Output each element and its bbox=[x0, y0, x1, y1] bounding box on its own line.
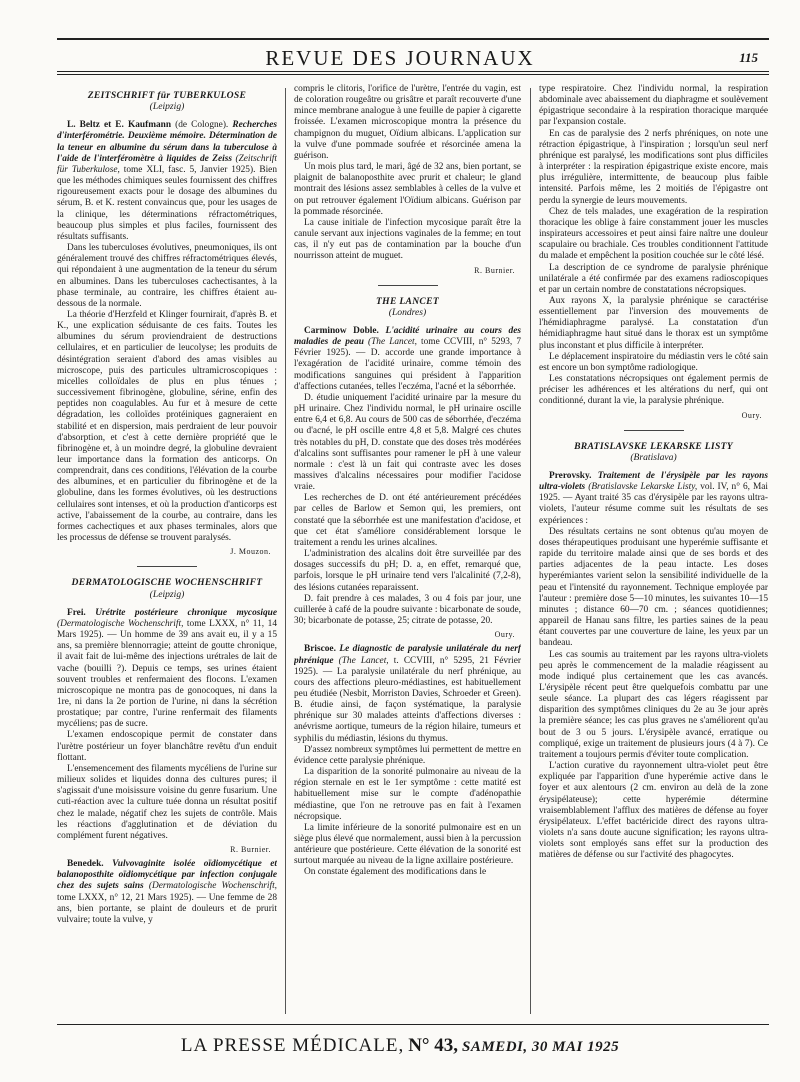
article-source: (The Lancet, bbox=[363, 337, 417, 348]
journal-heading: ZEITSCHRIFT für TUBERKULOSE bbox=[87, 90, 247, 101]
footer-rule bbox=[57, 1024, 769, 1025]
article-title: Vulvovaginite isolée oïdiomycétique et balanoposthite oïdiomycétique par infection conjugale chez des sujets sains bbox=[57, 859, 277, 892]
journal-heading: BRATISLAVSKE LEKARSKE LISTY bbox=[574, 440, 733, 452]
article-title: L'acidité urinaire au cours des maladies de peau bbox=[294, 325, 521, 348]
page-title: REVUE DES JOURNAUX bbox=[265, 46, 535, 70]
column-right bbox=[539, 84, 768, 1018]
paragraph: D'assez nombreux symptômes lui permettent de mettre en évidence cette paralysie phrénique. bbox=[294, 744, 521, 766]
column-divider bbox=[285, 88, 286, 1014]
article-author-rest bbox=[86, 608, 96, 618]
paragraph: On constate également des modifications dans le bbox=[304, 867, 487, 878]
paragraph: La théorie d'Herzfeld et Klinger fournirait, d'après B. et K., une explication séduisante de ces faits. Toutes les albumines du sérum proviendraient de destructions cellulaires, et en particulier de leucolyse; les produits de désintégration seraient d'abord des amas visibles au microscope, puis des particules ultramicroscopiques : micelles colloïdales de plus en plus ténues ; successivement fibrinogène, globuline, sérine, enfin des peptides non coagulables. Au fur et à mesure de cette dégradation, les colloïdes protéiniques gagneraient en stabilité et en dispersion, mais perdraient de leur pouvoir d'absorption, et c'est à cette dernière propriété que le fibrinogène et, à un moindre degré, la globuline devraient leur importance dans la formation des anticorps. On comprendrait, dans ces conditions, l'élévation de la courbe des albumines, et en particulier du fibrinogène et de la globuline, dans les formes évolutives, où les destructions cellulaires sont intenses, et où la production d'anticorps est active, l'abaissement de la courbe, au contraire, dans les formes cachectiques et aux phases terminales, alors que les processus de défense se trouvent paralysés. bbox=[57, 309, 277, 544]
top-rule bbox=[57, 38, 769, 40]
paragraph: Un mois plus tard, le mari, âgé de 32 ans, bien portant, se plaignit de balanoposthite avec prurit et chaleur; le gland montrait des lésions assez semblables à celles de la vulve et on put retrouver également l'Oïdium albicans. Guérison par la pommade résorcinée. bbox=[294, 162, 521, 217]
page-footer bbox=[0, 1035, 800, 1057]
article-title: Recherches d'interférométrie. Deuxième mémoire. Détermination de la teneur en albumine du sérum dans la tuberculose à l'aide de l'interféromètre à liquides de Zeiss bbox=[57, 120, 277, 164]
article-signature: Oury. bbox=[741, 410, 762, 420]
article-signature: Oury. bbox=[494, 630, 515, 640]
paragraph: Chez de tels malades, une exagération de la respiration thoracique les oblige à faire constamment jouer les muscles inspirateurs accessoires et peut ainsi faire naître une douleur scapulaire ou brachiale. Ces troubles conditionnent l'attitude du malade et empêchent la position couchée sur le côté lésé. bbox=[539, 206, 768, 262]
paragraph: Les constatations nécropsiques ont également permis de préciser les adhérences et les altérations du nerf, qui ont conditionné, durant la vie, la paralysie phrénique. bbox=[539, 374, 768, 407]
article-entry bbox=[294, 644, 521, 744]
paragraph: L'examen endoscopique permit de constater dans l'urètre postérieur un foyer blanchâtre revêtu d'un enduit flottant. bbox=[57, 730, 277, 763]
article-author-rest: (de Cologne). bbox=[171, 120, 233, 131]
article-body: tome LXXX, n° 11, 14 Mars 1925). — Un homme de 39 ans avait eu, il y a 15 ans, sa première blennorragie; atteint de goutte chronique, il avait fait de lui-même des injections urétrales de lait de vache (bouilli ?). Depuis ce temps, ses urines étaient souvent troubles et renfermaient des flocons. L'examen microscopique ne montra pas de gonocoques, ni dans la 1re, ni dans la 2e portion de l'urine, ni dans la sécrétion prostatique; par contre, l'urine renfermait des filaments mycéliens; pas de sucre. bbox=[57, 618, 277, 730]
article-source: (Dermatologische Wochenschrift, bbox=[57, 618, 184, 629]
article-author: L. Beltz et E. Kaufmann bbox=[67, 120, 172, 131]
article-title: Urétrite postérieure chronique mycosique bbox=[95, 607, 277, 618]
paragraph-continued: type respiratoire. Chez l'individu normal, la respiration abdominale avec abaissement du diaphragme et soulèvement épigastrique secondaire à la respiration thoracique marquée par l'expansion costale. bbox=[539, 84, 768, 128]
paragraph: En cas de paralysie des 2 nerfs phréniques, on note une rétraction épigastrique, à l'inspiration ; lorsqu'un seul nerf phrénique est paralysé, les modifications sont plus difficiles à interpréter : la respiration épigastrique existe encore, mais plus irrégulière, intermittente, de beaucoup plus faible intensité. Parfois même, les 2 moitiés de l'épigastre ont perdu la synergie de leurs mouvements. bbox=[539, 128, 768, 206]
paragraph: Des résultats certains ne sont obtenus qu'au moyen de doses thérapeutiques produisant une hyperémie suffisante et rapide du territoire malade ainsi que de ses bords et des parties adjacentes de la peau intacte. Les doses hyperémiantes varient selon la sensibilité individuelle de la peau et l'intensité du rayonnement. Technique employée par l'auteur : première dose 5—10 minutes, les suivantes 10—15 minutes ; distance 60—70 cm. ; séances quotidiennes; appareil de Hanau sans filtre, les parties saines de la peau étant couvertes par une couverture de laine, les yeux par un bandeau. bbox=[539, 526, 768, 649]
article-body: tome LXXX, n° 12, 21 Mars 1925). — Une femme de 28 ans, bien portante, se plaint de douleurs et de prurit vulvaire; toute la vulve, y bbox=[57, 892, 277, 925]
article-author-rest bbox=[104, 859, 112, 869]
paragraph: Les recherches de D. ont été antérieurement précédées par celles de Barlow et Semon qui, les premiers, ont constaté que la séborrhée est une manifestation d'acidose, et que cet état s'améliore considérablement lorsque le traitement a rendu les urines alcalines. bbox=[294, 493, 521, 548]
article-author: Briscoe. bbox=[304, 644, 336, 655]
article-body: vol. IV, n° 6, Mai 1925. — Ayant traité 35 cas d'érysipèle par les rayons ultra-violets, l'auteur résume comme suit les résultats de ses expériences : bbox=[539, 482, 768, 526]
article-entry bbox=[539, 471, 768, 527]
article-entry bbox=[57, 859, 277, 926]
paragraph: Aux rayons X, la paralysie phrénique se caractérise essentiellement par l'inversion des mouvements de l'hémidiaphragme paralysé. La constatation d'un hémidiaphragme haut situé dans le thorax est un symptôme plus inconstant et plus difficile à interpréter. bbox=[539, 295, 768, 351]
section-separator bbox=[378, 285, 438, 286]
footer-journal: LA PRESSE MÉDICALE, bbox=[180, 1035, 405, 1056]
journal-heading: DERMATOLOGISCHE WOCHENSCHRIFT bbox=[71, 577, 263, 589]
article-author: Benedek. bbox=[67, 859, 104, 870]
paragraph: Dans les tuberculoses évolutives, pneumoniques, ils ont généralement trouvé des chiffres réfractométriques élevés, qui répondaient à une augmentation de la teneur du sérum en albumines. Dans les tuberculoses cachectisantes, à la phase terminale, au contraire, les chiffres étaient au-dessous de la normale. bbox=[57, 243, 277, 309]
article-title: Traitement de l'érysipèle par les rayons ultra-violets bbox=[539, 471, 768, 493]
article-author: Prerovsky. bbox=[549, 471, 592, 481]
article-body: tome CCVIII, n° 5293, 7 Février 1925). — D. accorde une grande importance à l'exagération de l'acidité urinaire, comme témoin des modifications sanguines qui président à l'apparition d'affections cutanées, telles l'eczéma, l'acné et la séborrhée. bbox=[294, 337, 521, 392]
article-author: Frei. bbox=[67, 607, 86, 618]
section-separator bbox=[137, 566, 197, 567]
article-author-rest bbox=[379, 326, 386, 336]
paragraph: D. fait prendre à ces malades, 3 ou 4 fois par jour, une cuillerée à café de la poudre suivante : bicarbonate de soude, 30; bicarbonate de potasse, 25; citrate de potasse, 20. bbox=[294, 593, 521, 627]
column-left bbox=[57, 84, 277, 1018]
section-separator bbox=[624, 430, 684, 431]
paragraph: L'ensemencement des filaments mycéliens de l'urine sur milieux solides et liquides donna des cultures pures; il s'agissait d'une moisissure voisine du genre fusarium. Une cuti-réaction avec la culture tuée donna un résultat positif chez le malade, négatif chez les sujets de contrôle. Mais les réactions d'agglutination et de déviation du complément furent négatives. bbox=[57, 763, 277, 841]
header-rule bbox=[57, 71, 769, 72]
paragraph: La disparition de la sonorité pulmonaire au niveau de la région sternale en est le 1er symptôme : cette matité est habituellement mise sur le compte d'adénopathie médiastine, que l'on ne retrouve pas en fait à l'examen nécropsique. bbox=[294, 767, 521, 822]
article-entry bbox=[57, 120, 277, 243]
article-body: tome XLI, fasc. 5, Janvier 1925). Bien que les méthodes chimiques seules fournissent des chiffres rigoureusement exacts pour le dosage des albumines du sérum, B. et K. restent convaincus que, pour les usages de la clinique, les déterminations réfractométriques, beaucoup plus simples et plus faciles, fournissent des résultats suffisants. bbox=[57, 164, 277, 242]
article-title: Le diagnostic de paralysie unilatérale du nerf phrénique bbox=[294, 644, 521, 666]
journal-city: (Bratislava) bbox=[630, 451, 677, 463]
paragraph: Le déplacement inspiratoire du médiastin vers le côté sain est encore un bon symptôme radiologique. bbox=[539, 351, 768, 373]
paragraph: L'action curative du rayonnement ultra-violet peut être expliquée par l'apparition d'une hyperémie active dans le foyer et aux alentours (2 cm. environ au delà de la zone érysipélateuse); cette hyperémie détermine vraisemblablement l'afflux des matières de défense au foyer érysipélateux. L'effet bactéricide direct des rayons ultra-violets n'a sans doute aucune signification; les rayons ultra-violets sont employés sans effet sur la production des matières de défense ou sur l'activité des phagocytes. bbox=[539, 761, 768, 861]
paragraph: Les cas soumis au traitement par les rayons ultra-violets peu après le commencement de la maladie réagissent au mode indiqué plus certainement que les cas avancés. L'érysipèle récent peut être quelquefois combattu par une seule séance. La plupart des cas légers réagissent par disparition des symptômes cliniques du 2e au 3e jour après la première séance; les cas plus graves ne s'améliorent qu'au bout de 3 ou 5 jours. L'érysipèle avancé, erratique ou compliqué, exige un traitement de plusieurs jours (4 à 7). Ce traitement a toujours permis d'éviter toute complication. bbox=[539, 649, 768, 760]
footer-issue: N° 43, bbox=[408, 1035, 459, 1056]
paragraph: L'administration des alcalins doit être surveillée par des dosages successifs du pH; D. a, en effet, remarqué que, parfois, lorsque le pH urinaire tend vers l'alcalinité (7,2-8), des lésions cutanées reparaissent. bbox=[294, 549, 521, 593]
article-source: (Zeitschrift für Tuberkulose, bbox=[57, 153, 277, 175]
article-signature: R. Burnier. bbox=[230, 845, 271, 854]
article-signature: J. Mouzon. bbox=[230, 547, 271, 557]
journal-heading: THE LANCET bbox=[376, 295, 439, 307]
article-body: t. CCVIII, n° 5295, 21 Février 1925). — La paralysie unilatérale du nerf phrénique, au cours des affections pleuro-médiastines, est habituellement peu étudiée (Nesbit, Morriston Davies, Schroeder et Green). B. étudie ainsi, de façon systématique, la paralysie phrénique sur 30 malades atteints d'affections diverses : anévrisme aortique, tumeurs de la région hilaire, tumeurs et syphilis du médiastin, lésions du thymus. bbox=[294, 655, 521, 744]
paragraph: La limite inférieure de la sonorité pulmonaire est en un siège plus élevé que normalement, aussi bien à la percussion antérieure que postérieure. Cette élévation de la sonorité est surtout marquée au niveau de la ligne axillaire postérieure. bbox=[294, 822, 521, 867]
page-number: 115 bbox=[739, 50, 758, 65]
journal-city: (Londres) bbox=[388, 306, 427, 318]
article-signature: R. Burnier. bbox=[474, 265, 515, 275]
column-divider bbox=[530, 88, 531, 1014]
paragraph: D. étudie uniquement l'acidité urinaire par la mesure du pH urinaire. Chez l'individu normal, le pH urinaire oscille entre 6,4 et 6,8. Au cours de 500 cas de séborrhée, d'eczéma ou d'acné, le pH oscille entre 4,8 et 5,8. Malgré ces chutes très notables du pH, D. constate que des doses très modérées d'alcalins sont suffisantes pour ramener le pH à une valeur normale : c'est là un fait qui contraste avec les doses massives d'alcalins nécessaires pour modifier l'acidose vraie. bbox=[294, 392, 521, 493]
article-source: (The Lancet, bbox=[333, 655, 389, 666]
article-author: Carminow Doble. bbox=[304, 325, 379, 336]
paragraph: La description de ce syndrome de paralysie phrénique unilatérale a été confirmée par des examens radioscopiques et par un certain nombre de constatations nécropsiques. bbox=[539, 262, 768, 295]
paragraph: La cause initiale de l'infection mycosique paraît être la canule servant aux injections vaginales de la femme; en tout cas, il n'y eut pas de contamination par la bouche d'un nourrisson atteint de muguet. bbox=[294, 217, 521, 262]
header-rule-double bbox=[57, 74, 769, 75]
footer-date: SAMEDI, 30 MAI 1925 bbox=[462, 1039, 620, 1055]
journal-city: (Leipzig) bbox=[149, 588, 185, 600]
article-source: (Bratislavske Lekarske Listy, bbox=[585, 482, 698, 493]
article-source: (Dermatologische Wochenschrift, bbox=[143, 881, 277, 892]
article-entry bbox=[57, 608, 277, 731]
column-middle bbox=[294, 84, 521, 1018]
article-entry bbox=[294, 326, 521, 393]
paragraph-continued: compris le clitoris, l'orifice de l'urètre, l'entrée du vagin, est de coloration rougeâtre ou grisâtre et paraît recouverte d'une mince membrane analogue à une feuille de papier à cigarette froissée. L'examen microscopique montra la présence du champignon du muguet, Oïdium albicans. L'application sur la vulve d'une pommade soufrée et résorcinée amena la guérison. bbox=[294, 84, 521, 161]
journal-city: (Leipzig) bbox=[149, 101, 185, 113]
